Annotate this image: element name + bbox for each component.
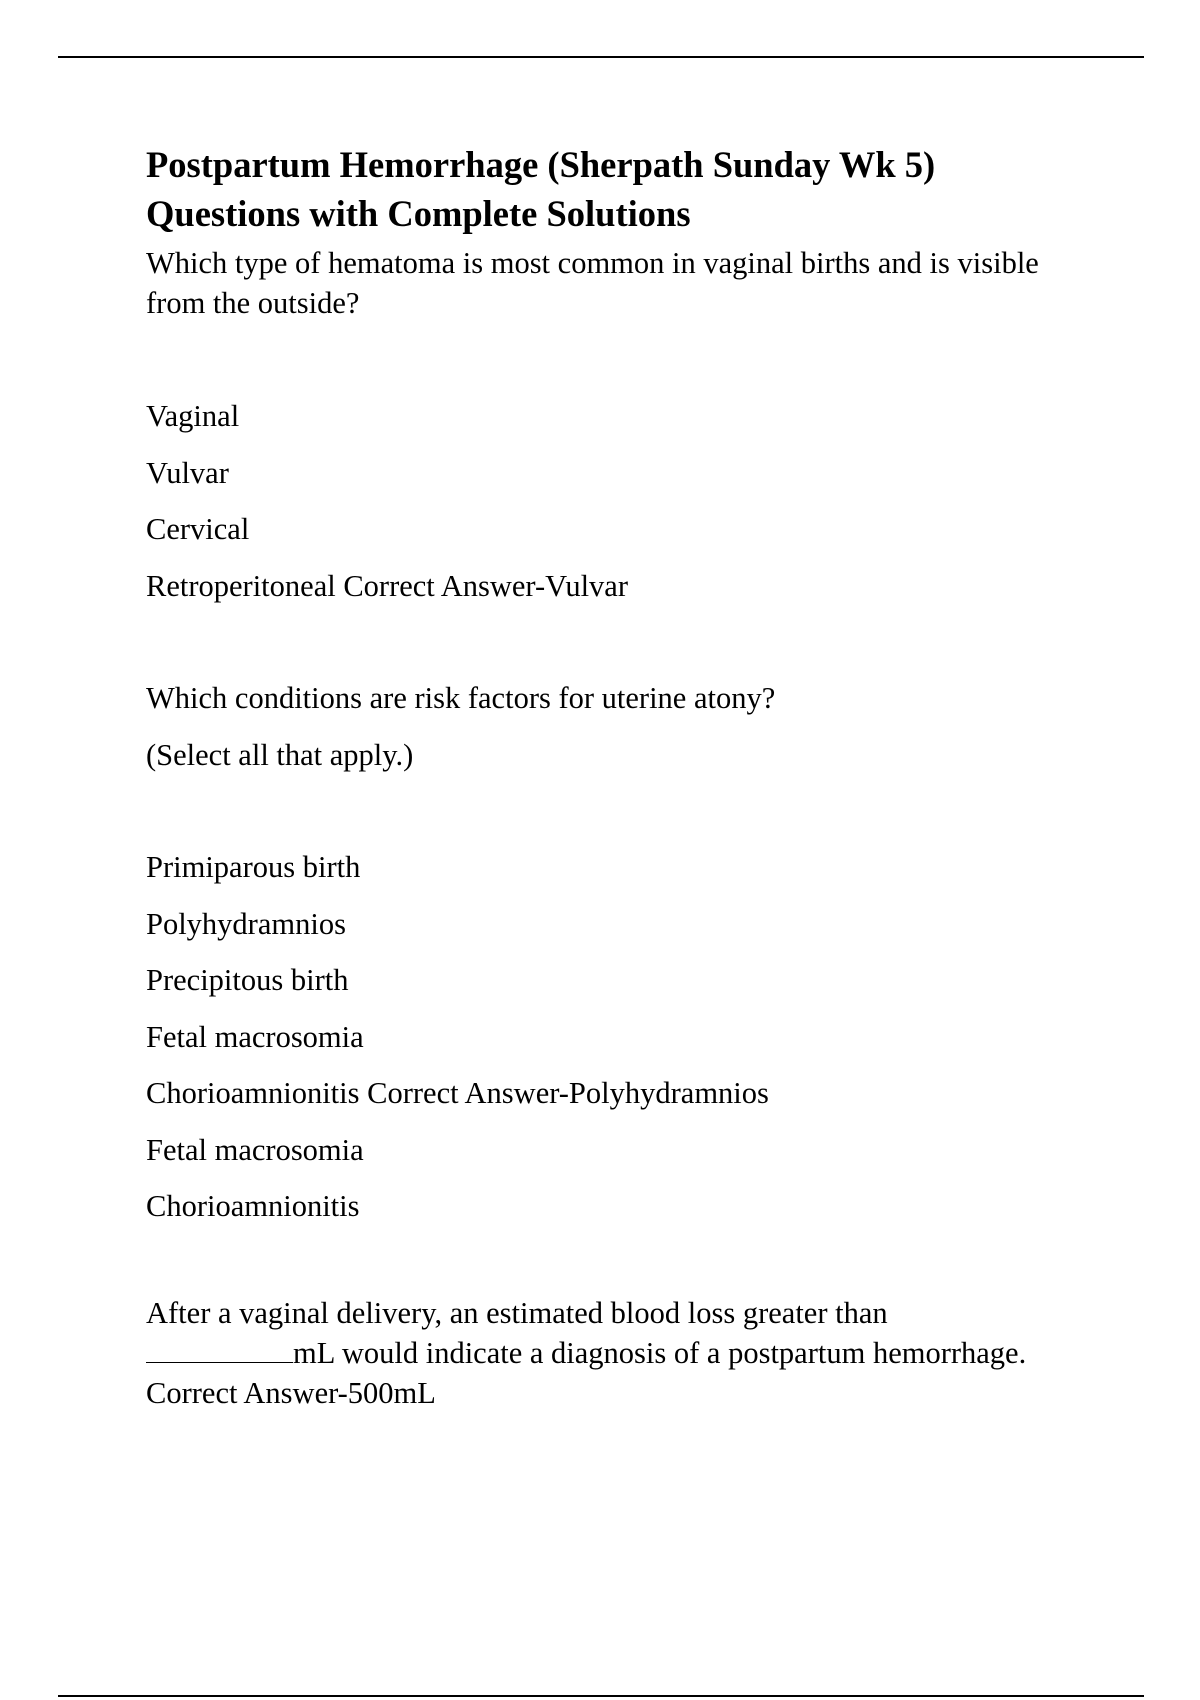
question-1-option: Vulvar <box>146 455 229 490</box>
question-1-options <box>146 388 1086 614</box>
question-2-option-answer: Chorioamnionitis Correct Answer-Polyhydramnios <box>146 1076 769 1110</box>
question-2-option: Polyhydramnios <box>146 906 346 941</box>
fill-in-blank <box>146 1336 293 1363</box>
question-3-answer: Correct Answer-500mL <box>146 1375 436 1410</box>
question-1-option: Cervical <box>146 512 250 546</box>
header-divider <box>58 56 1144 58</box>
question-3-prompt-start: After a vaginal delivery, an estimated blood loss greater than <box>146 1295 888 1330</box>
question-3 <box>146 1293 1086 1413</box>
document-body <box>146 140 1086 1413</box>
question-1-prompt: Which type of hematoma is most common in vaginal births and is visible from the outside? <box>146 246 1039 320</box>
question-2-options <box>146 839 1086 1235</box>
footer-divider <box>58 1695 1144 1697</box>
question-2-option: Fetal macrosomia <box>146 1132 364 1167</box>
document-title <box>146 140 1086 238</box>
question-2-instruction: (Select all that apply.) <box>146 737 414 772</box>
title-line-2: Questions with Complete Solutions <box>146 193 691 234</box>
question-2-option: Chorioamnionitis <box>146 1189 360 1223</box>
question-3-prompt-end: mL would indicate a diagnosis of a postpartum hemorrhage. <box>293 1335 1027 1370</box>
question-2-option: Fetal macrosomia <box>146 1019 364 1054</box>
question-2-prompt: Which conditions are risk factors for uterine atony? <box>146 681 776 715</box>
question-1-option: Vaginal <box>146 399 240 433</box>
question-2 <box>146 670 1086 783</box>
question-2-option: Primiparous birth <box>146 850 361 884</box>
question-1-option-answer: Retroperitoneal Correct Answer-Vulvar <box>146 568 628 603</box>
question-2-option: Precipitous birth <box>146 963 349 997</box>
title-line-1: Postpartum Hemorrhage (Sherpath Sunday Wk 5) <box>146 144 936 185</box>
